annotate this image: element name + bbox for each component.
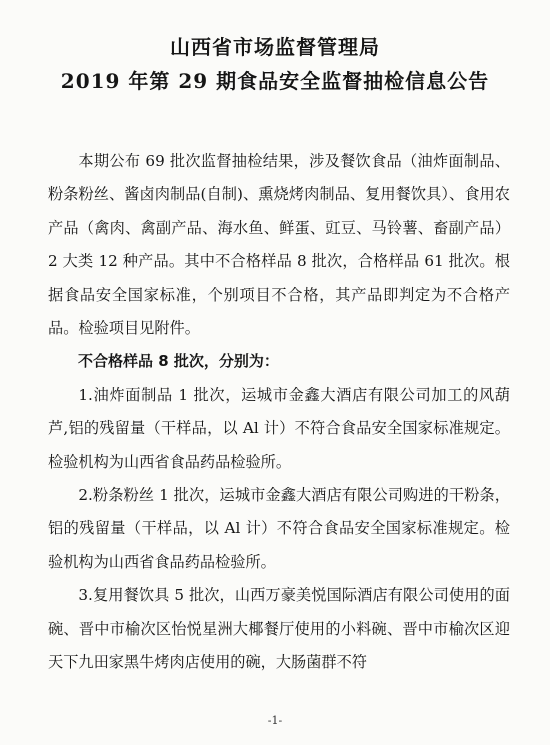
document-body [48,145,510,680]
page-number: -1- [267,714,283,727]
unqualified-heading: 不合格样品 8 批次，分别为： [78,352,279,371]
list-item: 3.复用餐饮具 5 批次，山西万豪美悦国际酒店有限公司使用的面碗、晋中市榆次区怡悦星洲大椰餐厅使用的小料碗、晋中市榆次区迎天下九田家黑牛烤肉店使用的碗，大肠菌群不符 [48,586,510,672]
document-title-line1: 山西省市场监督管理局 [170,35,380,59]
document-title-line2: 2019 年第 29 期食品安全监督抽检信息公告 [60,69,490,93]
intro-paragraph: 本期公布 69 批次监督抽检结果，涉及餐饮食品（油炸面制品、粉条粉丝、酱卤肉制品(自制)、熏烧烤肉制品、复用餐饮具）、食用农产品（禽肉、禽副产品、海水鱼、鲜蛋、豇豆、马铃薯、畜副产品）2 大类 12 种产品。其中不合格样品 8 批次，合格样品 61 批次。根据食品安全国家标准，个别项目不合格，其产品即判定为不合格产品。检验项目见附件。 [48,152,510,338]
list-item: 2.粉条粉丝 1 批次，运城市金鑫大酒店有限公司购进的干粉条，铝的残留量（干样品，以 Al 计）不符合食品安全国家标准规定。检验机构为山西省食品药品检验所。 [48,486,510,571]
list-item: 1.油炸面制品 1 批次，运城市金鑫大酒店有限公司加工的风葫芦,铝的残留量（干样品，以 Al 计）不符合食品安全国家标准规定。检验机构为山西省食品药品检验所。 [48,385,510,471]
